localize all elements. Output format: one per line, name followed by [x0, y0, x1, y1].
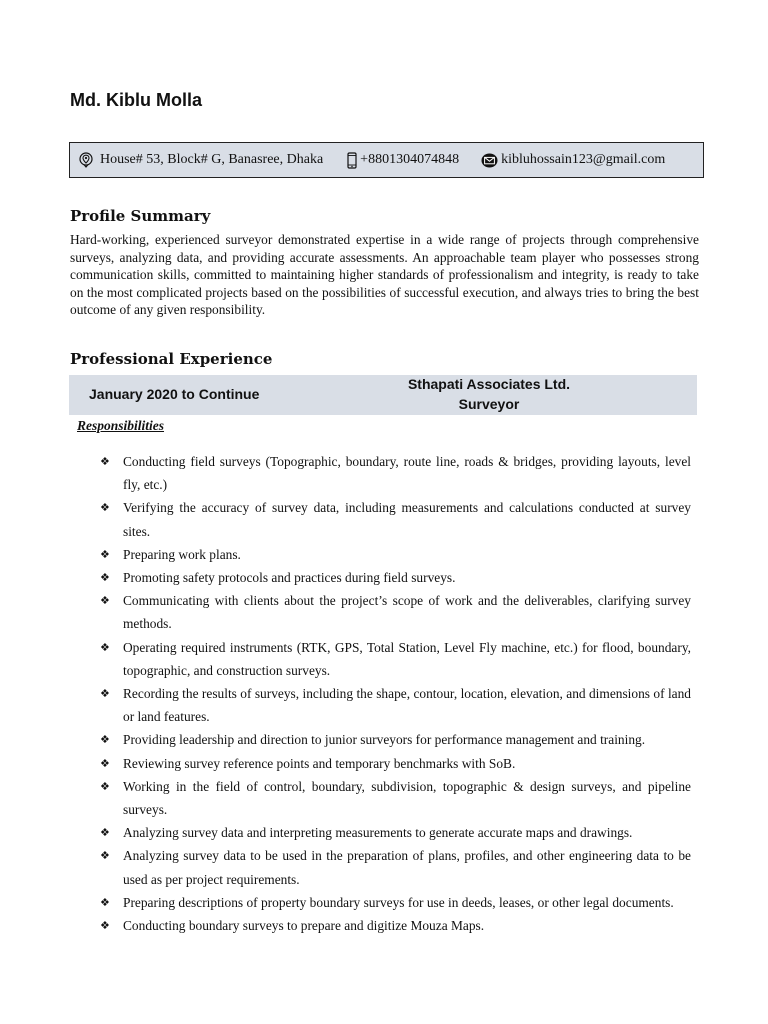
diamond-bullet-icon: ❖ — [100, 779, 110, 793]
email-text[interactable]: kibluhossain123@gmail.com — [501, 152, 666, 167]
responsibility-text: Conducting field surveys (Topographic, boundary, route line, roads & bridges, providing layouts, level fly, etc.) — [123, 454, 691, 493]
responsibility-text: Promoting safety protocols and practices during field surveys. — [123, 570, 456, 586]
list-item — [100, 589, 691, 635]
envelope-icon — [481, 153, 498, 168]
list-item — [100, 566, 691, 589]
responsibilities-heading: Responsibilities — [77, 418, 165, 433]
list-item — [100, 775, 691, 821]
responsibility-text: Recording the results of surveys, including the shape, contour, location, elevation, and dimensions of land or land features. — [123, 686, 691, 725]
responsibility-text: Reviewing survey reference points and temporary benchmarks with SoB. — [123, 755, 516, 771]
list-item — [100, 821, 691, 844]
responsibility-text: Providing leadership and direction to junior surveyors for performance management and training. — [123, 732, 646, 748]
job-role: Surveyor — [458, 396, 520, 412]
list-item — [100, 682, 691, 728]
profile-summary-text: Hard-working, experienced surveyor demonstrated expertise in a wide range of projects through comprehensive surveys, analyzing data, and providing accurate assessments. An approachable team player who possesses strong communication skills, committed to maintaining higher standards of professionalism and integrity, is ready to take on the most complicated projects based on the possibilities of successful execution, and always tries to bring the best outcome of any given responsibility. — [70, 232, 699, 318]
candidate-name: Md. Kiblu Molla — [70, 90, 202, 110]
diamond-bullet-icon: ❖ — [100, 826, 110, 840]
list-item — [100, 636, 691, 682]
diamond-bullet-icon: ❖ — [100, 571, 110, 585]
job-date: January 2020 to Continue — [89, 386, 260, 402]
responsibility-text: Communicating with clients about the project’s scope of work and the deliverables, clarifying survey methods. — [123, 593, 691, 632]
diamond-bullet-icon: ❖ — [100, 594, 110, 608]
list-item — [100, 752, 691, 775]
diamond-bullet-icon: ❖ — [100, 547, 110, 561]
diamond-bullet-icon: ❖ — [100, 501, 110, 515]
list-item — [100, 914, 691, 937]
mobile-phone-icon — [347, 152, 357, 169]
diamond-bullet-icon: ❖ — [100, 756, 110, 770]
responsibility-text: Preparing work plans. — [123, 546, 241, 562]
responsibility-text: Analyzing survey data to be used in the preparation of plans, profiles, and other engineering data to be used as per project requirements. — [123, 848, 691, 887]
list-item — [100, 450, 691, 496]
contact-phone — [347, 152, 459, 169]
responsibility-text: Verifying the accuracy of survey data, including measurements and calculations conducted at survey sites. — [123, 500, 691, 539]
diamond-bullet-icon: ❖ — [100, 895, 110, 909]
list-item — [100, 543, 691, 566]
responsibility-text: Analyzing survey data and interpreting measurements to generate accurate maps and drawings. — [123, 825, 633, 841]
contact-bar — [69, 142, 704, 178]
list-item — [100, 891, 691, 914]
contact-email — [481, 152, 665, 168]
job-header-bar — [69, 375, 697, 415]
diamond-bullet-icon: ❖ — [100, 640, 110, 654]
list-item — [100, 728, 691, 751]
responsibility-text: Preparing descriptions of property boundary surveys for use in deeds, leases, or other legal documents. — [123, 894, 674, 910]
location-pin-icon — [78, 152, 94, 168]
list-item — [100, 496, 691, 542]
list-item — [100, 844, 691, 890]
job-company: Sthapati Associates Ltd. — [407, 376, 571, 392]
profile-summary-heading: Profile Summary — [70, 207, 211, 225]
responsibility-text: Operating required instruments (RTK, GPS, Total Station, Level Fly machine, etc.) for flood, boundary, topographic, and construction surveys. — [123, 639, 691, 678]
professional-experience-heading: Professional Experience — [70, 350, 273, 368]
diamond-bullet-icon: ❖ — [100, 849, 110, 863]
contact-address — [78, 152, 323, 168]
diamond-bullet-icon: ❖ — [100, 919, 110, 933]
diamond-bullet-icon: ❖ — [100, 733, 110, 747]
phone-text: +8801304074848 — [360, 152, 460, 167]
responsibility-text: Conducting boundary surveys to prepare and digitize Mouza Maps. — [123, 918, 485, 934]
address-text: House# 53, Block# G, Banasree, Dhaka — [100, 152, 324, 167]
diamond-bullet-icon: ❖ — [100, 687, 110, 701]
diamond-bullet-icon: ❖ — [100, 455, 110, 468]
responsibilities-list — [100, 450, 691, 937]
responsibility-text: Working in the field of control, boundary, subdivision, topographic & design surveys, and pipeline surveys. — [123, 778, 691, 818]
